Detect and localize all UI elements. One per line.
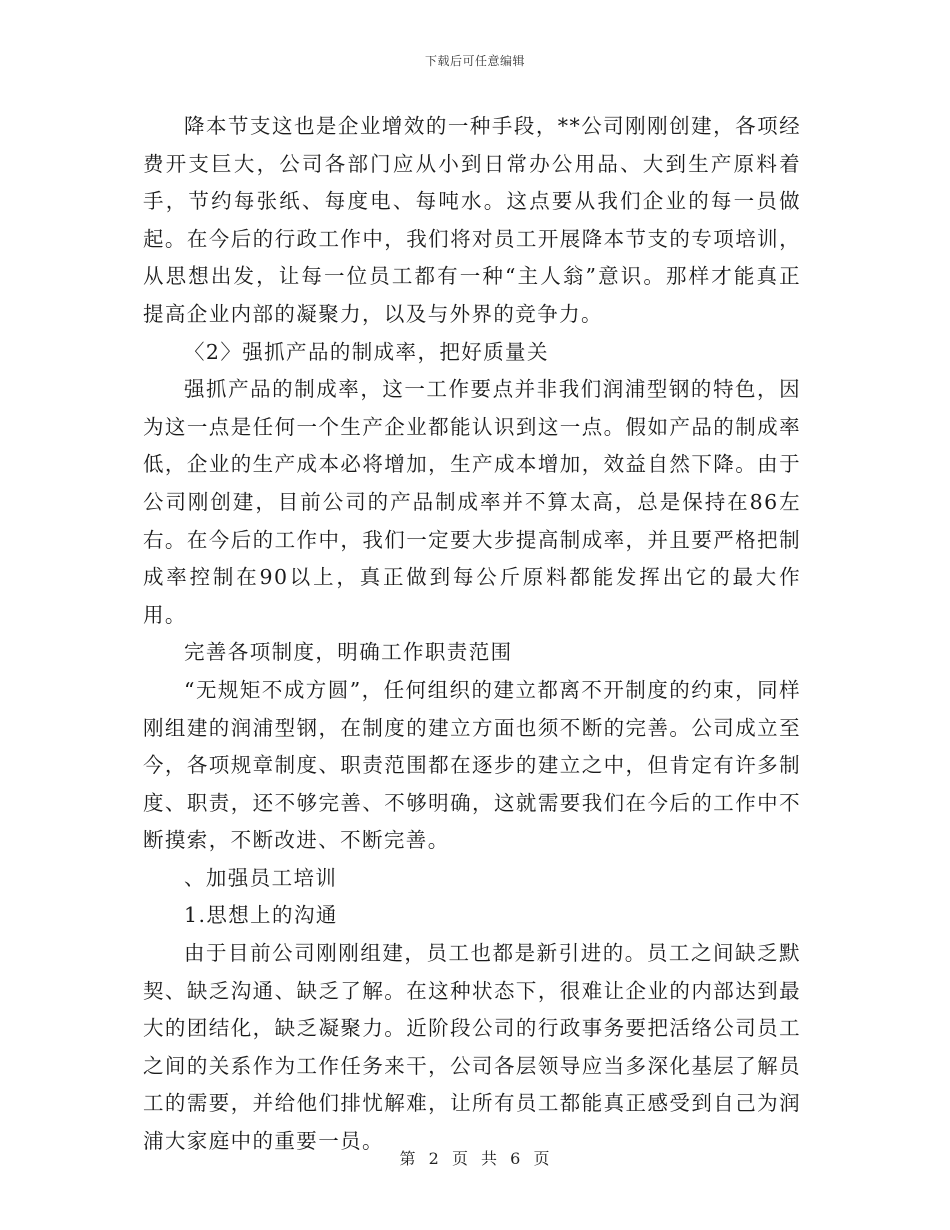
section-heading-regulations: 完善各项制度，明确工作职责范围 — [184, 640, 513, 665]
page-footer — [0, 1146, 950, 1169]
footer-label-page: 第 — [399, 1149, 417, 1168]
footer-label-total-unit: 页 — [533, 1149, 551, 1168]
footer-total-pages: 6 — [510, 1149, 522, 1168]
paragraph-yield-rate: 强抓产品的制成率，这一工作要点并非我们润浦型钢的特色，因为这一点是任何一个生产企业都能认识到这一点。假如产品的制成率低，企业的生产成本必将增加，生产成本增加，效益自然下降。由于公司刚创建，目前公司的产品制成率并不算太高，总是保持在86左右。在今后的工作中，我们一定要大步提高制成率，并且要严格把制成率控制在90以上，真正做到每公斤原料都能发挥出它的最大作用。 — [143, 377, 801, 627]
paragraph-regulations: “无规矩不成方圆”，任何组织的建立都离不开制度的约束，同样刚组建的润浦型钢，在制度的建立方面也须不断的完善。公司成立至今，各项规章制度、职责范围都在逐步的建立之中，但肯定有许多制度、职责，还不够完善、不够明确，这就需要我们在今后的工作中不断摸索，不断改进、不断完善。 — [143, 677, 801, 853]
section-heading-training: 、加强员工培训 — [184, 865, 338, 890]
paragraph-cost-saving: 降本节支这也是企业增效的一种手段，**公司刚刚创建，各项经费开支巨大，公司各部门应从小到日常办公用品、大到生产原料着手，节约每张纸、每度电、每吨水。这点要从我们企业的每一员做起。在今后的行政工作中，我们将对员工开展降本节支的专项培训，从思想出发，让每一位员工都有一种“主人翁”意识。那样才能真正提高企业内部的凝聚力，以及与外界的竞争力。 — [143, 114, 801, 326]
page-header: 下载后可任意编辑 — [424, 54, 525, 68]
document-body — [143, 108, 801, 1161]
footer-current-page: 2 — [428, 1149, 440, 1168]
section-heading-yield-rate: 〈2〉强抓产品的制成率，把好质量关 — [184, 339, 549, 364]
footer-label-page-unit: 页 — [451, 1149, 469, 1168]
paragraph-communication: 由于目前公司刚刚组建，员工也都是新引进的。员工之间缺乏默契、缺乏沟通、缺乏了解。在这种状态下，很难让企业的内部达到最大的团结化，缺乏凝聚力。近阶段公司的行政事务要把活络公司员工之间的关系作为工作任务来干，公司各层领导应当多深化基层了解员工的需要，并给他们排忧解难，让所有员工都能真正感受到自己为润浦大家庭中的重要一员。 — [143, 941, 801, 1154]
subsection-heading-communication: 1.思想上的沟通 — [184, 903, 338, 928]
footer-label-total: 共 — [481, 1149, 499, 1168]
